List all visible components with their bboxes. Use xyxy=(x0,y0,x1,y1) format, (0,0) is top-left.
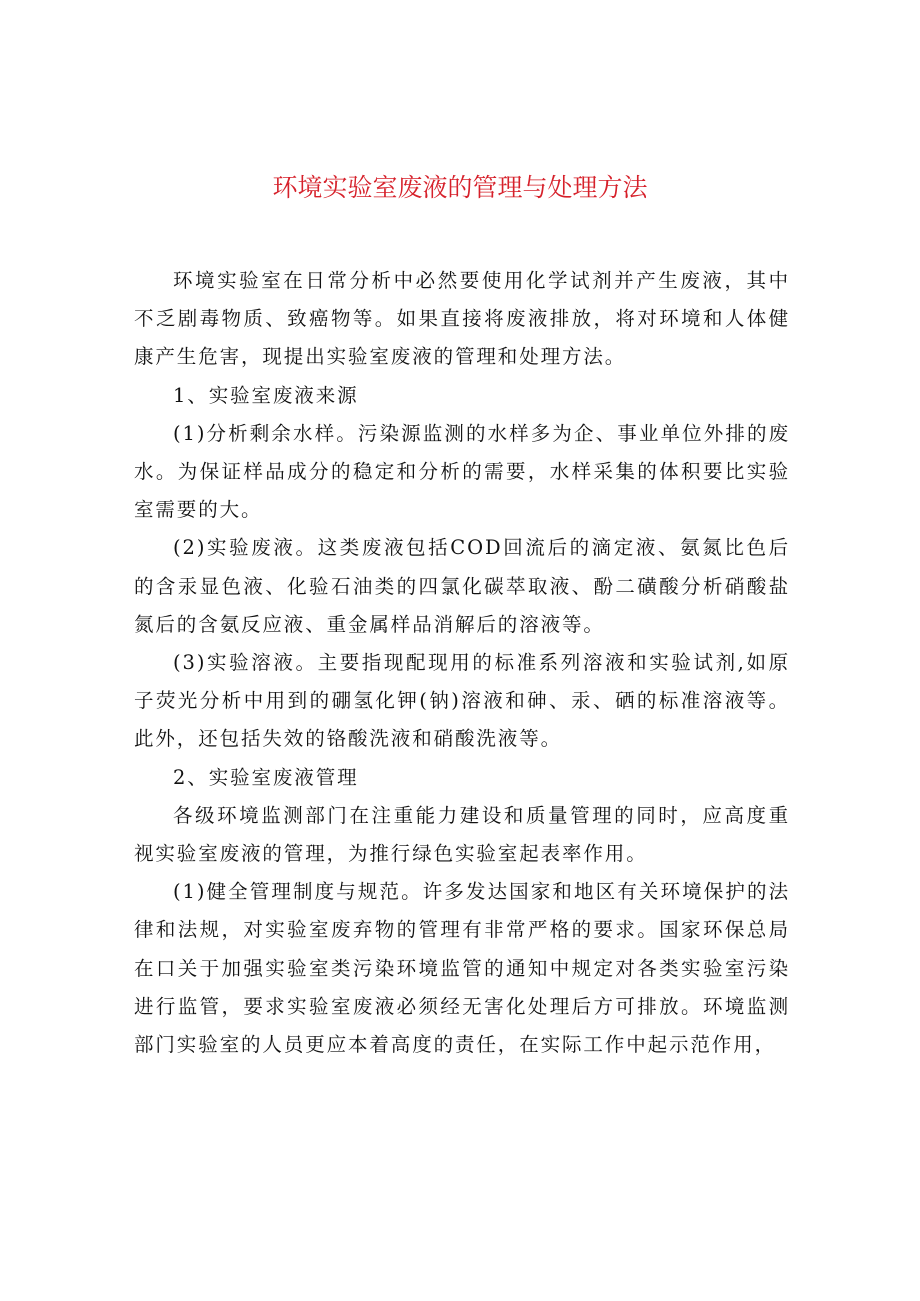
paragraph-intro: 环境实验室在日常分析中必然要使用化学试剂并产生废液，其中不乏剧毒物质、致癌物等。如果直接将废液排放，将对环境和人体健康产生危害，现提出实验室废液的管理和处理方法。 xyxy=(134,269,790,369)
paragraph-management-intro: 各级环境监测部门在注重能力建设和质量管理的同时，应高度重视实验室废液的管理，为推行绿色实验室起表率作用。 xyxy=(134,803,790,866)
paragraph-source-1: (1)分析剩余水样。污染源监测的水样多为企、事业单位外排的废水。为保证样品成分的稳定和分析的需要，水样采集的体积要比实验室需要的大。 xyxy=(134,421,790,522)
paragraph-management-1: (1)健全管理制度与规范。许多发达国家和地区有关环境保护的法律和法规，对实验室废弃物的管理有非常严格的要求。国家环保总局在口关于加强实验室类污染环境监管的通知中规定对各类实验室污染进行监管，要求实验室废液必须经无害化处理后方可排放。环境监测部门实验室的人员更应本着高度的责任，在实际工作中起示范作用， xyxy=(134,880,790,1057)
document-title: 环境实验室废液的管理与处理方法 xyxy=(272,173,648,202)
document-body xyxy=(134,262,790,1064)
heading-waste-management: 2、实验室废液管理 xyxy=(173,765,359,789)
paragraph-source-2: (2)实验废液。这类废液包括COD回流后的滴定液、氨氮比色后的含汞显色液、化验石油类的四氯化碳萃取液、酚二磺酸分析硝酸盐氮后的含氨反应液、重金属样品消解后的溶液等。 xyxy=(134,536,790,636)
paragraph-source-3: (3)实验溶液。主要指现配现用的标准系列溶液和实验试剂,如原子荧光分析中用到的硼氢化钾(钠)溶液和砷、汞、硒的标准溶液等。此外，还包括失效的铬酸洗液和硝酸洗液等。 xyxy=(134,651,790,751)
heading-waste-sources: 1、实验室废液来源 xyxy=(173,383,359,407)
